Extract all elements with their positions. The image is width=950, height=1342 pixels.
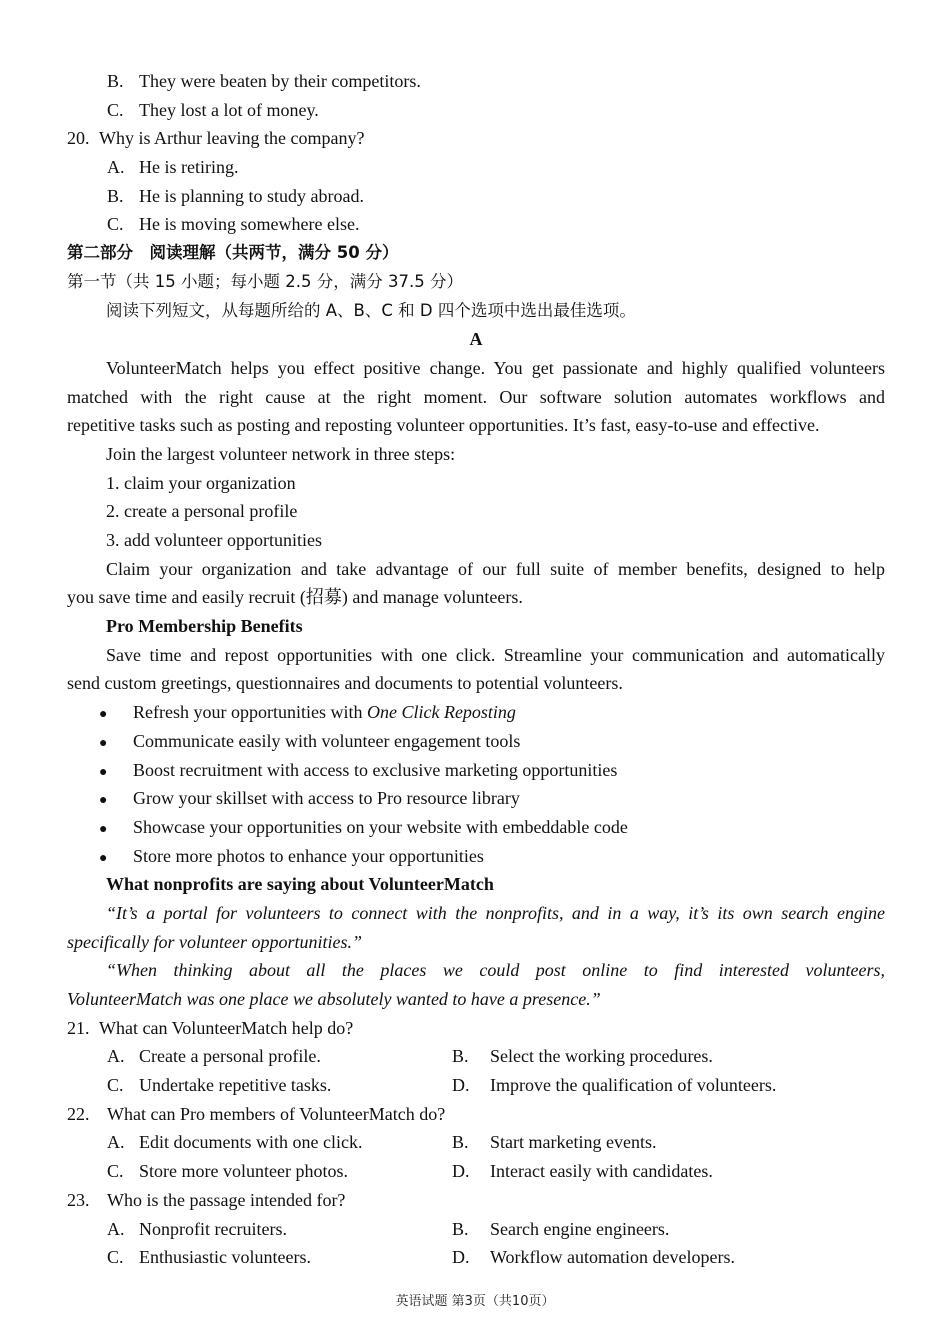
option-letter: A. (107, 1132, 125, 1153)
option-letter: C. (107, 1161, 124, 1182)
q21-options-row1 (67, 1042, 885, 1071)
benefit-text: Store more photos to enhance your opportunities (133, 845, 484, 866)
option-text: Select the working procedures. (490, 1046, 713, 1067)
passage-p1-line2: matched with the right cause at the right moment. Our software solution automates workflows and (67, 386, 885, 407)
section1-title: 第一节（共 15 小题；每小题 2.5 分，满分 37.5 分） (67, 271, 463, 291)
option-c (67, 1157, 452, 1186)
option-c (67, 1071, 452, 1100)
heading-pro-membership: Pro Membership Benefits (106, 616, 303, 637)
option-text: Edit documents with one click. (139, 1132, 363, 1153)
option-d (452, 1157, 713, 1186)
q20-option-a (67, 153, 885, 182)
passage-p4-line1: Save time and repost opportunities with one click. Streamline your communication and automatically (106, 644, 885, 665)
benefit-item (67, 813, 885, 842)
option-letter: B. (452, 1046, 469, 1067)
option-letter: B. (452, 1218, 469, 1239)
heading-testimonials: What nonprofits are saying about VolunteerMatch (106, 874, 494, 895)
benefit-item (67, 784, 885, 813)
benefit-text: Showcase your opportunities on your website with embeddable code (133, 816, 628, 837)
q23-options-row2 (67, 1243, 885, 1272)
option-letter: C. (107, 1075, 124, 1096)
part2-title: 第二部分 阅读理解（共两节，满分 50 分） (67, 243, 399, 263)
option-text: Enthusiastic volunteers. (139, 1247, 311, 1268)
benefit-text: Grow your skillset with access to Pro resource library (133, 788, 520, 809)
question-number: 22. (67, 1103, 90, 1124)
option-text: Nonprofit recruiters. (139, 1218, 287, 1239)
q22-stem (67, 1100, 885, 1129)
option-letter: A. (107, 157, 125, 178)
option-text: Start marketing events. (490, 1132, 657, 1153)
option-letter: A. (107, 1046, 125, 1067)
option-letter: B. (107, 71, 124, 91)
quote1-line1: “It’s a portal for volunteers to connect with the nonprofits, and in a way, it’s its own search engine (106, 902, 885, 923)
option-text: He is planning to study abroad. (139, 185, 364, 206)
bullet-icon: ● (99, 793, 108, 809)
exam-page (67, 67, 885, 1272)
question-text: Who is the passage intended for? (107, 1189, 346, 1210)
option-text: Undertake repetitive tasks. (139, 1075, 332, 1096)
q22-options-row1 (67, 1128, 885, 1157)
option-text: They were beaten by their competitors. (139, 71, 421, 91)
q20-option-c (67, 210, 885, 239)
passage-p4-line2: send custom greetings, questionnaires and documents to potential volunteers. (67, 673, 623, 694)
benefit-item (67, 756, 885, 785)
option-a (67, 1215, 452, 1244)
option-letter: A. (107, 1218, 125, 1239)
bullet-icon: ● (99, 764, 108, 780)
page-footer: 英语试题 第3页（共10页） (395, 1294, 555, 1309)
question-number: 23. (67, 1189, 90, 1210)
option-letter: D. (452, 1161, 470, 1182)
option-b (452, 1128, 656, 1157)
option-letter: D. (452, 1075, 470, 1096)
passage-p2: Join the largest volunteer network in three steps: (106, 443, 456, 464)
option-text: Store more volunteer photos. (139, 1161, 348, 1182)
option-letter: C. (107, 1247, 124, 1268)
q23-stem (67, 1186, 885, 1215)
q20-stem (67, 124, 885, 153)
option-d (452, 1071, 776, 1100)
q21-stem (67, 1014, 885, 1043)
option-d (452, 1243, 735, 1272)
option-text: Interact easily with candidates. (490, 1161, 713, 1182)
step-1: 1. claim your organization (106, 472, 296, 493)
option-letter: B. (107, 185, 124, 206)
option-text: He is retiring. (139, 157, 239, 178)
benefit-text: Refresh your opportunities with (133, 702, 367, 723)
passage-p1-line1: VolunteerMatch helps you effect positive change. You get passionate and highly qualified volunteers (106, 357, 885, 378)
q19-option-b (67, 67, 885, 96)
bullet-icon: ● (99, 707, 108, 723)
option-a (67, 1042, 452, 1071)
quote2-line1: “When thinking about all the places we could post online to find interested volunteers, (106, 960, 885, 981)
question-text: What can VolunteerMatch help do? (99, 1017, 354, 1038)
q21-options-row2 (67, 1071, 885, 1100)
option-text: They lost a lot of money. (139, 99, 319, 120)
passage-p3-line1: Claim your organization and take advantage of our full suite of member benefits, designed to help (106, 558, 885, 579)
q19-option-c (67, 96, 885, 125)
option-letter: B. (452, 1132, 469, 1153)
passage-p1-line3: repetitive tasks such as posting and reposting volunteer opportunities. It’s fast, easy-to-use and effective. (67, 415, 820, 436)
option-c (67, 1243, 452, 1272)
q20-option-b (67, 182, 885, 211)
benefit-item (67, 727, 885, 756)
step-2: 2. create a personal profile (106, 501, 298, 522)
option-text: Improve the qualification of volunteers. (490, 1075, 777, 1096)
reading-instruction: 阅读下列短文，从每题所给的 A、B、C 和 D 四个选项中选出最佳选项。 (106, 300, 636, 320)
option-text: Workflow automation developers. (490, 1247, 735, 1268)
step-3: 3. add volunteer opportunities (106, 530, 322, 550)
benefit-emphasis: One Click Reposting (366, 702, 516, 723)
option-letter: C. (107, 214, 124, 235)
option-b (452, 1215, 669, 1244)
benefit-item (67, 698, 885, 727)
option-text: Create a personal profile. (139, 1046, 321, 1067)
question-text: Why is Arthur leaving the company? (99, 128, 365, 149)
q22-options-row2 (67, 1157, 885, 1186)
benefit-text: Communicate easily with volunteer engagement tools (133, 730, 521, 751)
bullet-icon: ● (99, 735, 108, 751)
benefit-text: Boost recruitment with access to exclusive marketing opportunities (133, 759, 618, 780)
quote2-line2: VolunteerMatch was one place we absolutely wanted to have a presence.” (67, 989, 601, 1009)
option-b (452, 1042, 713, 1071)
question-text: What can Pro members of VolunteerMatch do? (107, 1103, 446, 1124)
option-text: Search engine engineers. (490, 1218, 670, 1239)
bullet-icon: ● (99, 821, 108, 837)
quote1-line2: specifically for volunteer opportunities.” (67, 931, 362, 952)
option-a (67, 1128, 452, 1157)
question-number: 21. (67, 1017, 90, 1038)
benefit-item (67, 842, 885, 871)
bullet-icon: ● (99, 850, 108, 866)
passage-letter: A (469, 329, 483, 350)
passage-p3-line2: you save time and easily recruit (招募) and manage volunteers. (67, 587, 523, 608)
q23-options-row1 (67, 1215, 885, 1244)
option-letter: D. (452, 1247, 470, 1268)
option-text: He is moving somewhere else. (139, 214, 360, 235)
question-number: 20. (67, 128, 90, 149)
option-letter: C. (107, 99, 124, 120)
